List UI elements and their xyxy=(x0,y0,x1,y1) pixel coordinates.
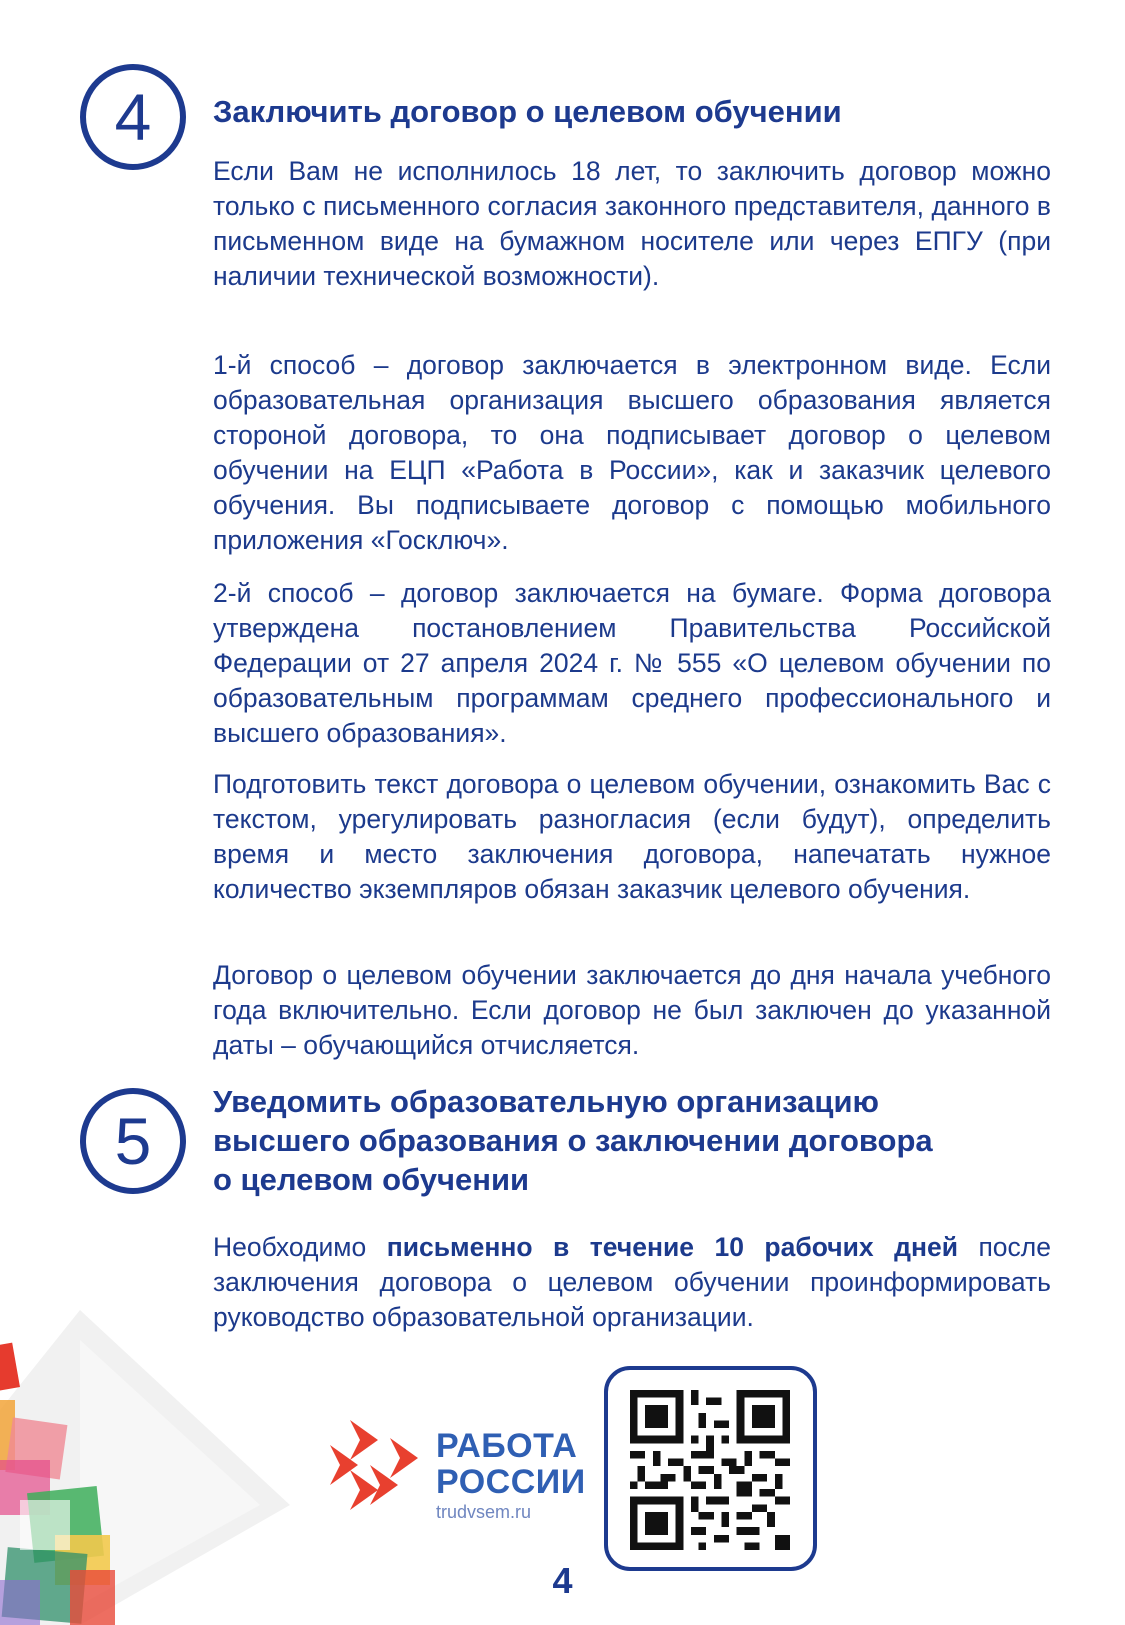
step-5-paragraph-prefix: Необходимо xyxy=(213,1232,387,1262)
step-5-number-text: 5 xyxy=(114,1104,152,1178)
step-5-title-line-1: Уведомить образовательную организацию xyxy=(213,1084,880,1119)
page-number: 4 xyxy=(552,1560,573,1601)
qr-code-frame xyxy=(604,1366,817,1571)
step-4-paragraph-1: Если Вам не исполнилось 18 лет, то заключить договор можно только с письменного согласия законного представителя, данного в письменном виде на бумажном носителе или через ЕПГУ (при наличии технической возможности). xyxy=(213,156,1051,291)
step-4-title: Заключить договор о целевом обучении xyxy=(213,94,842,129)
qr-code-icon xyxy=(630,1390,790,1550)
step-4-number xyxy=(80,64,186,170)
step-4-paragraph-5: Договор о целевом обучении заключается до дня начала учебного года включительно. Если договор не был заключен до указанной даты – обучающийся отчисляется. xyxy=(213,960,1051,1060)
logo-line-1: РАБОТА xyxy=(436,1427,578,1465)
logo-text xyxy=(436,1428,586,1523)
step-5-paragraph xyxy=(213,1230,1051,1335)
step-4-number-text: 4 xyxy=(114,80,152,154)
step-5-number xyxy=(80,1088,186,1194)
step-5-title-line-2: высшего образования о заключении договора xyxy=(213,1123,933,1158)
step-4-paragraph-3: 2-й способ – договор заключается на бумаге. Форма договора утверждена постановлением Правительства Российской Федерации от 27 апреля 2024 г. № 555 «О целевом обучении по образовательным программам среднего профессионального и высшего образования». xyxy=(213,578,1051,748)
logo-url: trudvsem.ru xyxy=(436,1502,532,1522)
step-4-paragraph-4: Подготовить текст договора о целевом обучении, ознакомить Вас с текстом, урегулировать разногласия (если будут), определить время и место заключения договора, напечатать нужное количество экземпляров обязан заказчик целевого обучения. xyxy=(213,769,1051,904)
step-4-paragraph-2: 1-й способ – договор заключается в электронном виде. Если образовательная организация высшего образования является стороной договора, то она подписывает договор о целевом обучении на ЕЦП «Работа в России», как и заказчик целевого обучения. Вы подписываете договор с помощью мобильного приложения «Госключ». xyxy=(213,350,1051,555)
step-5-paragraph-suffix: после заключения договора о целевом обучении проинформировать руководство образовательной организации. xyxy=(213,1232,1051,1332)
logo-line-2: РОССИИ xyxy=(436,1463,586,1501)
step-5-title xyxy=(213,1082,1073,1199)
step-5-paragraph-emphasis: письменно в течение 10 рабочих дней xyxy=(386,1232,958,1262)
step-5-title-line-3: о целевом обучении xyxy=(213,1162,530,1197)
